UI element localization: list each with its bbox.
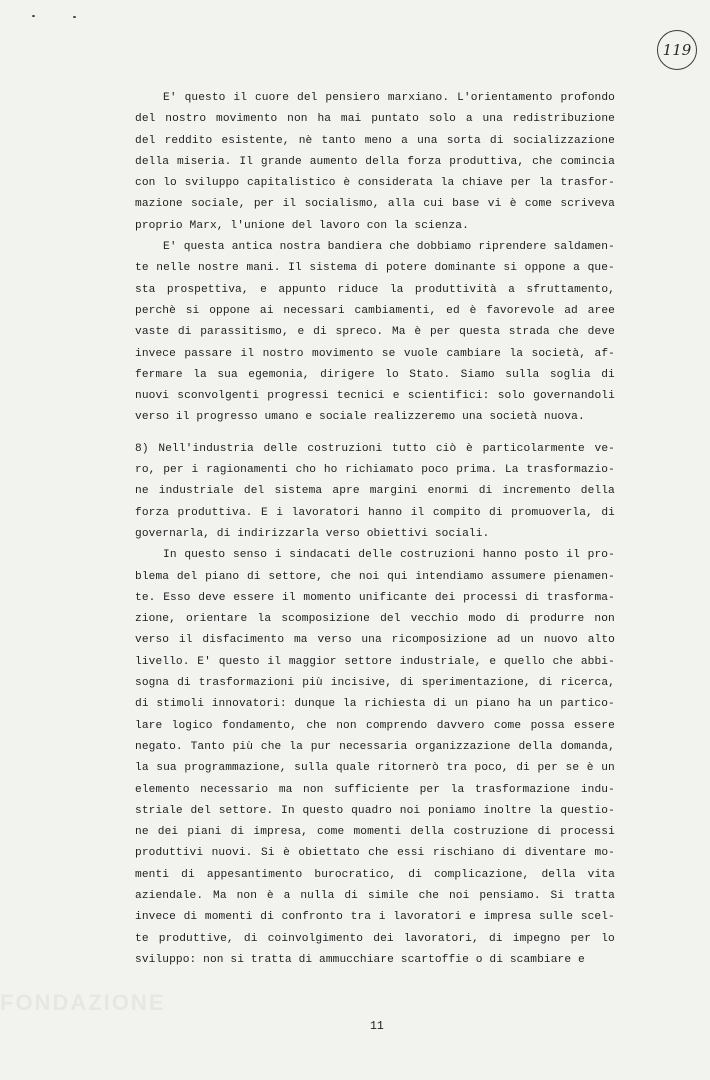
text-line: te produttive, di coinvolgimento dei lavoratori, di impegno per lo [135, 932, 615, 945]
text-line: te nelle nostre mani. Il sistema di potere dominante si oppone a que- [135, 262, 615, 275]
text-line: di stimoli innovatori: dunque la richiesta di un piano ha un partico- [135, 698, 615, 711]
text-line: striale del settore. In questo quadro noi poniamo inoltre la questio- [135, 804, 615, 817]
text-line: invece passare il nostro movimento se vuole cambiare la società, af- [135, 347, 615, 360]
text-line: livello. E' questo il maggior settore industriale, e quello che abbi- [135, 655, 615, 668]
text-line: sogna di trasformazioni più incisive, di sperimentazione, di ricerca, [135, 677, 615, 690]
body-text [135, 88, 615, 971]
text-line: In questo senso i sindacati delle costruzioni hanno posto il pro- [163, 549, 615, 562]
scan-speck [73, 16, 76, 18]
paragraph-gap [135, 429, 615, 439]
text-line: zione, orientare la scomposizione del vecchio modo di produrre non [135, 613, 615, 626]
text-line: perchè si oppone ai necessari cambiamenti, ed è favorevole ad aree [135, 304, 615, 317]
text-line: governarla, di indirizzarla verso obiettivi sociali. [135, 527, 490, 540]
paragraph [135, 88, 615, 237]
text-line: menti di appesantimento burocratico, di complicazione, della vita [135, 868, 615, 881]
scan-speck [32, 15, 35, 17]
text-line: con lo sviluppo capitalistico è considerata la chiave per la trasfor- [135, 177, 615, 190]
text-line: la sua programmazione, sulla quale ritornerò tra poco, di per se è un [135, 762, 615, 775]
text-line: ne industriale del sistema apre margini enormi di incremento della [135, 485, 615, 498]
text-line: verso il disfacimento ma verso una ricomposizione ad un nuovo alto [135, 634, 615, 647]
paragraph [135, 439, 615, 545]
text-line: fermare la sua egemonia, dirigere lo Stato. Siamo sulla soglia di [135, 368, 615, 381]
text-line: lare logico fondamento, che non comprendo davvero come possa essere [135, 719, 615, 732]
text-line: proprio Marx, l'unione del lavoro con la scienza. [135, 219, 469, 232]
text-line: negato. Tanto più che la pur necessaria organizzazione della domanda, [135, 740, 615, 753]
text-line: E' questa antica nostra bandiera che dobbiamo riprendere saldamen- [163, 241, 615, 254]
archive-folio-stamp: 119 [657, 30, 697, 70]
text-line: della miseria. Il grande aumento della forza produttiva, che comincia [135, 155, 615, 168]
text-line: del nostro movimento non ha mai puntato solo a una redistribuzione [135, 113, 615, 126]
text-line: produttivi nuovi. Si è obiettato che essi rischiano di diventare mo- [135, 847, 615, 860]
text-line: nuovi sconvolgenti progressi tecnici e scientifici: solo governandoli [135, 390, 615, 403]
text-line: ne dei piani di impresa, come momenti della costruzione di processi [135, 826, 615, 839]
text-line: forza produttiva. E i lavoratori hanno il compito di promuoverla, di [135, 506, 615, 519]
text-line: mazione sociale, per il socialismo, alla cui base vi è come scriveva [135, 198, 615, 211]
text-line: del reddito esistente, nè tanto meno a una sorta di socializzazione [135, 134, 615, 147]
page-number: 11 [370, 1020, 384, 1033]
text-line: 8) Nell'industria delle costruzioni tutto ciò è particolarmente ve- [135, 442, 615, 455]
text-line: elemento necessario ma non sufficiente per la trasformazione indu- [135, 783, 615, 796]
paragraph [135, 237, 615, 429]
text-line: sta prospettiva, e appunto riduce la produttività a sfruttamento, [135, 283, 615, 296]
text-line: vaste di parassitismo, e di spreco. Ma è per questa strada che deve [135, 326, 615, 339]
text-line: verso il progresso umano e sociale realizzeremo una società nuova. [135, 411, 585, 424]
text-line: te. Esso deve essere il momento unificante dei processi di trasforma- [135, 591, 615, 604]
text-line: blema del piano di settore, che noi qui intendiamo assumere pienamen- [135, 570, 615, 583]
text-line: E' questo il cuore del pensiero marxiano. L'orientamento profondo [163, 92, 615, 104]
text-line: invece di momenti di confronto tra i lavoratori e impresa sulle scel- [135, 911, 615, 924]
paragraph [135, 545, 615, 971]
watermark: FONDAZIONE [0, 990, 166, 1015]
text-line: ro, per i ragionamenti cho ho richiamato poco prima. La trasformazio- [135, 464, 615, 477]
text-line: sviluppo: non si tratta di ammucchiare scartoffie o di scambiare e [135, 953, 585, 966]
text-line: aziendale. Ma non è a nulla di simile che noi pensiamo. Si tratta [135, 889, 615, 902]
